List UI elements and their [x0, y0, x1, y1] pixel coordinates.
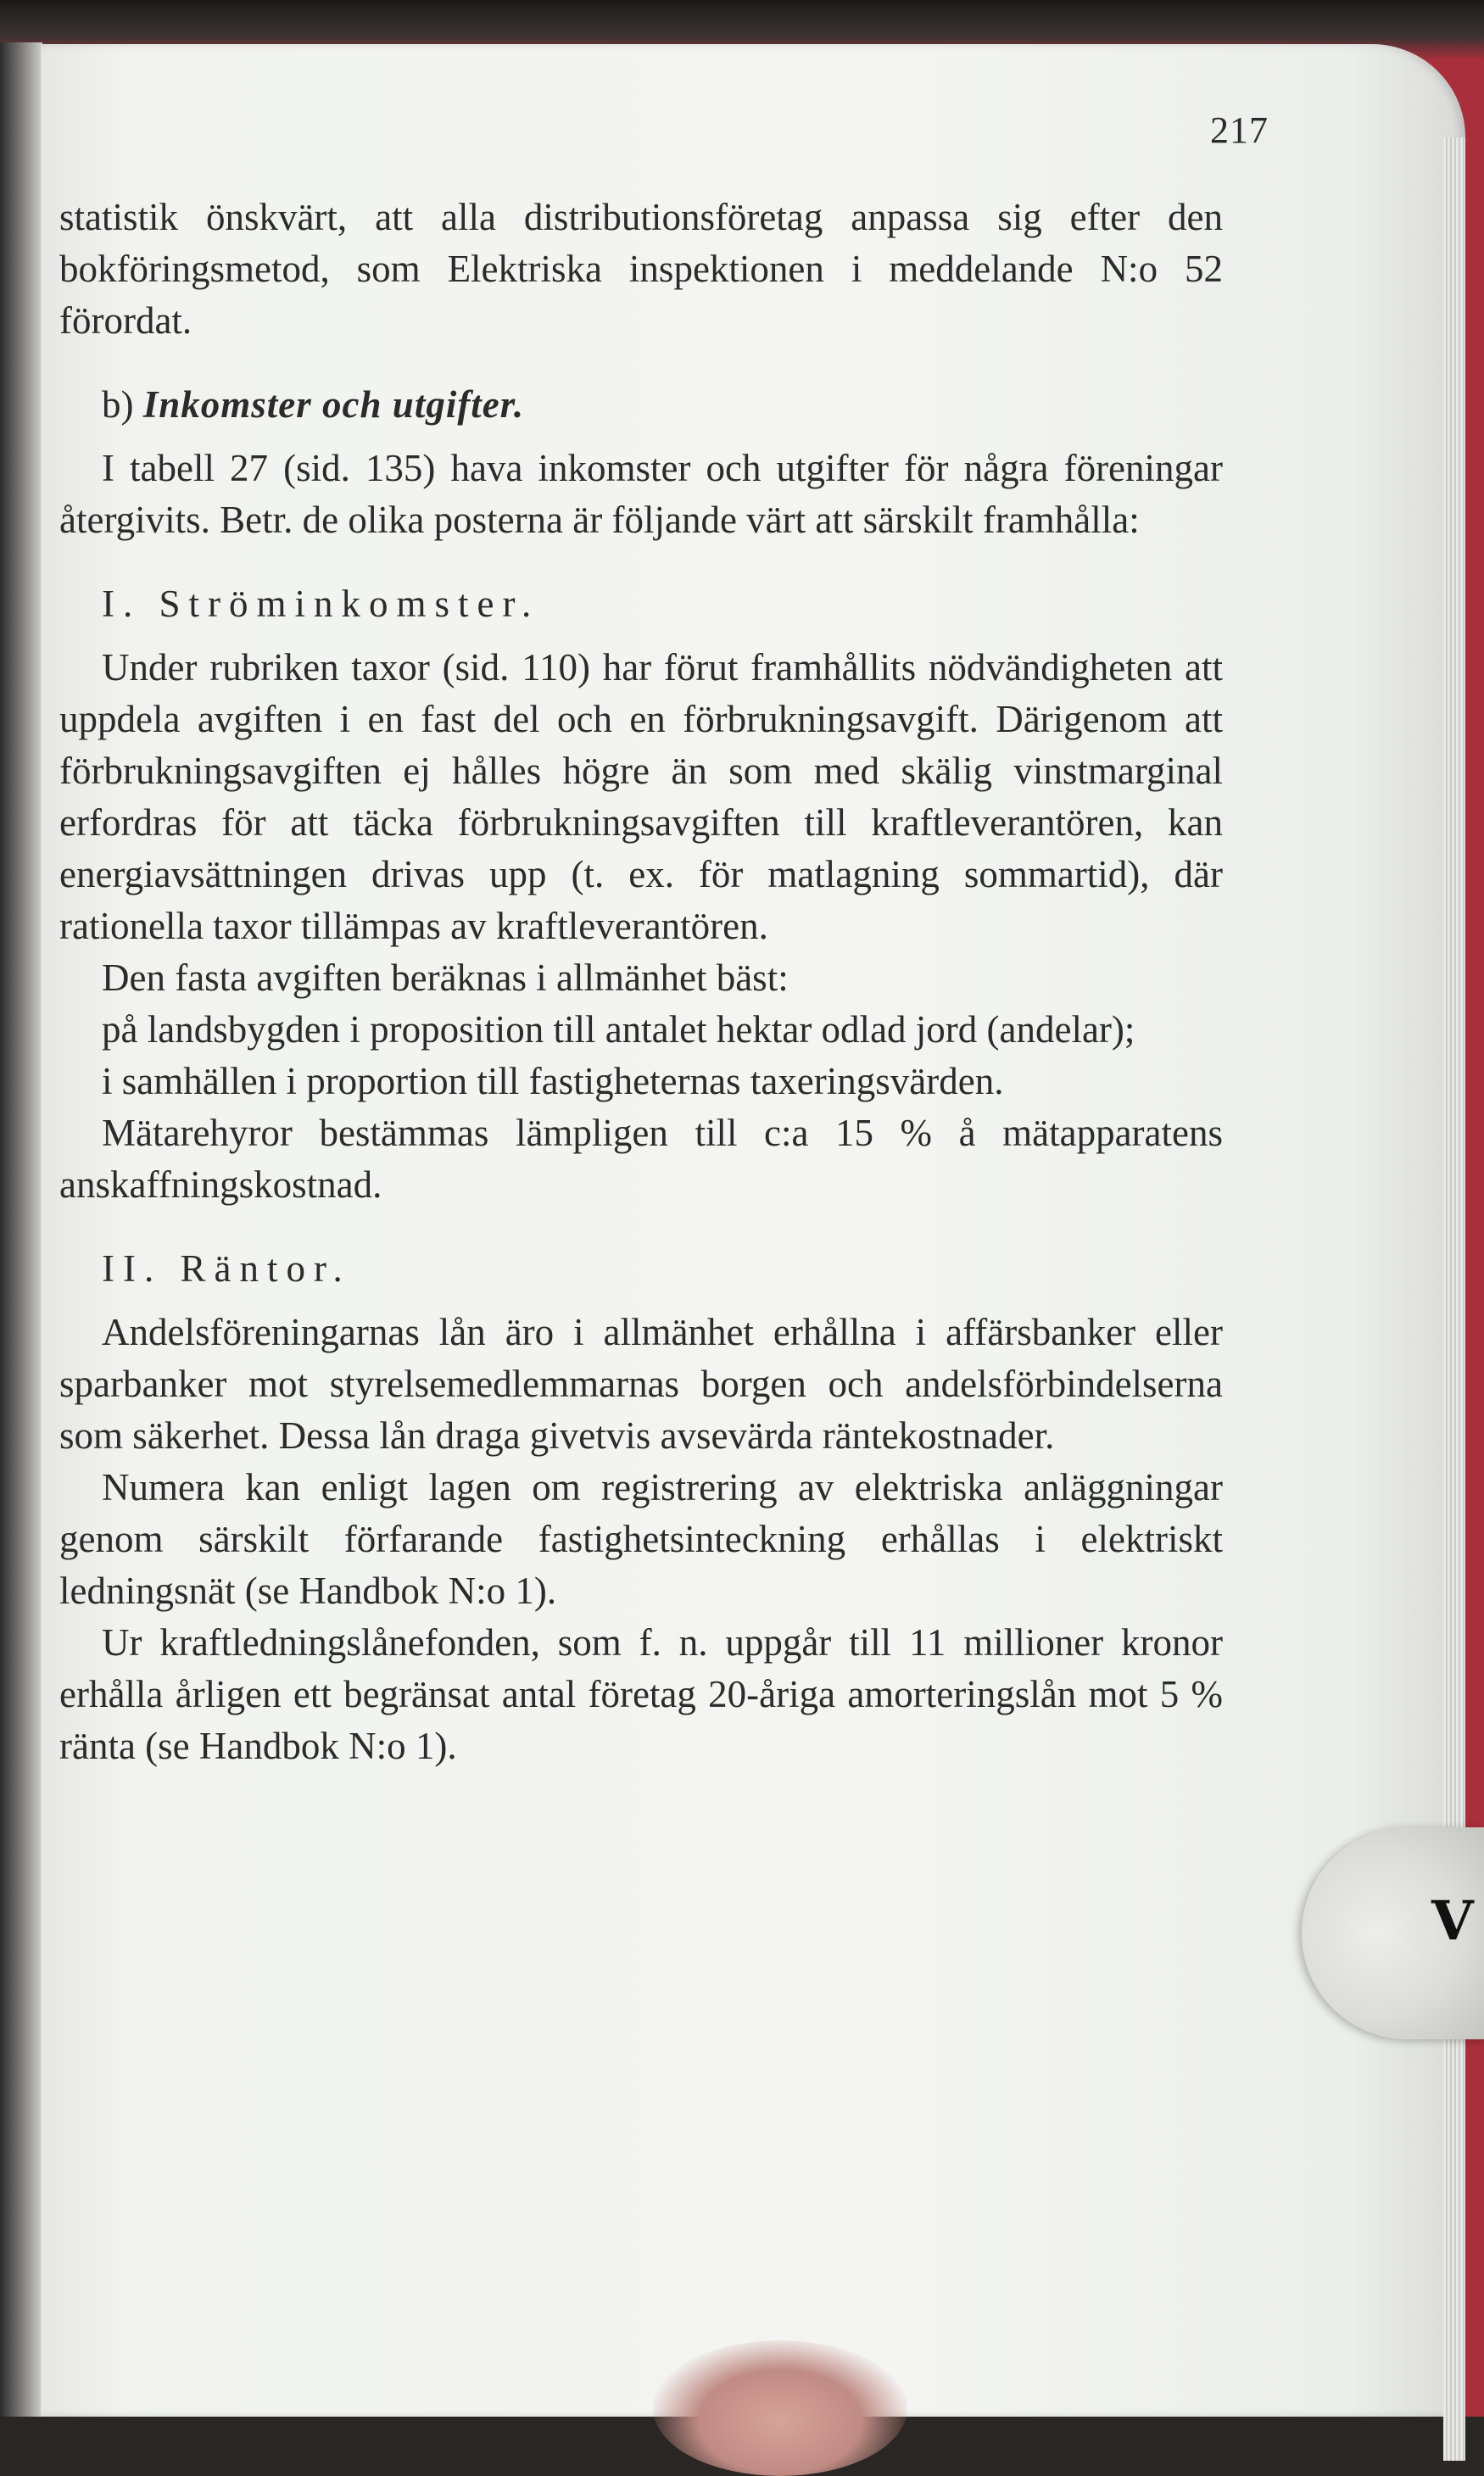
paragraph-fasta-avgiften: Den fasta avgiften beräknas i allmänhet bäst: — [102, 956, 789, 999]
section-heading-ii: II. Räntor. — [102, 1247, 351, 1290]
thumb-index-letter: V — [1431, 1889, 1474, 1953]
facing-page-edge — [0, 42, 42, 2417]
paragraph-andelsforeningarnas-lan: Andelsföreningarnas lån äro i allmänhet erhållna i affärsbanker eller sparbanker mot styrelsemedlemmarnas borgen och andelsförbindelserna som säkerhet. Dessa lån draga givetvis avsevärda räntekostnader. — [59, 1311, 1223, 1457]
paragraph-taxor: Under rubriken taxor (sid. 110) har förut framhållits nödvändigheten att uppdela avgiften i en fast del och en förbrukningsavgift. Därigenom att förbrukningsavgiften ej hålles högre än som med skälig vinstmarginal erfordras för att täcka förbrukningsavgiften till kraftleverantören, kan energiavsättningen drivas upp (t. ex. för matlagning sommartid), där rationella taxor tillämpas av kraftleverantören. — [59, 646, 1223, 947]
paragraph-kraftledningslanefonden: Ur kraftledningslånefonden, som f. n. uppgår till 11 millioner kronor erhålla årligen ett begränsat antal företag 20-åriga amorteringslån mot 5 % ränta (se Handbok N:o 1). — [59, 1621, 1223, 1767]
paragraph-landsbygden: på landsbygden i proposition till antalet hektar odlad jord (andelar); — [102, 1008, 1135, 1051]
section-heading-b — [59, 379, 1223, 431]
section-heading-b-title: Inkomster och utgifter. — [142, 383, 525, 426]
page-body — [59, 192, 1223, 1772]
section-heading-i: I. Ströminkomster. — [102, 583, 540, 625]
paragraph-samhallen: i samhällen i proportion till fastigheternas taxeringsvärden. — [102, 1060, 1004, 1102]
paragraph-tabell: I tabell 27 (sid. 135) hava inkomster och utgifter för några föreningar återgivits. Betr. de olika posterna är följande värt att särskilt framhålla: — [59, 447, 1223, 541]
section-heading-b-label: b) — [102, 383, 134, 426]
page-stack-edge — [1443, 137, 1465, 2461]
paragraph-continuation: statistik önskvärt, att alla distributionsföretag anpassa sig efter den bokföringsmetod, som Elektriska inspektionen i meddelande N:o 52 förordat. — [59, 196, 1223, 342]
paragraph-fastighetsinteckning: Numera kan enligt lagen om registrering av elektriska anläggningar genom särskilt förfarande fastighetsinteckning erhållas i elektriskt ledningsnät (se Handbok N:o 1). — [59, 1466, 1223, 1612]
finger-photo-artifact — [653, 2340, 907, 2476]
page-number: 217 — [1210, 109, 1269, 151]
paragraph-matarehyror: Mätarehyror bestämmas lämpligen till c:a 15 % å mätapparatens anskaffningskostnad. — [59, 1112, 1223, 1206]
